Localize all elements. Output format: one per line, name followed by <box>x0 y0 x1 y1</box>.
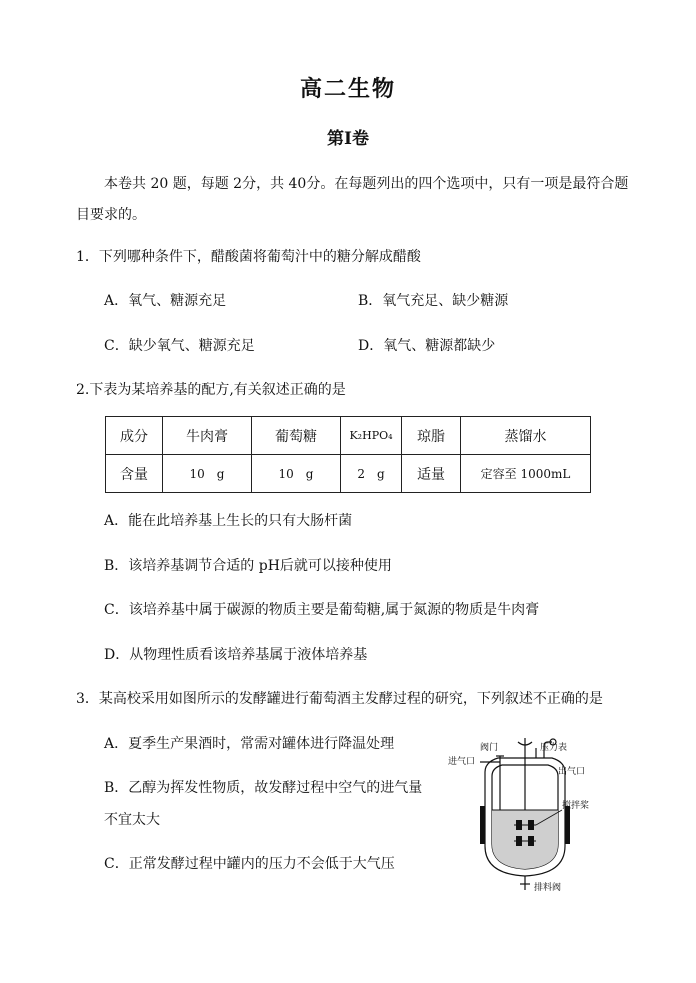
table-header-cell: 蒸馏水 <box>461 417 591 455</box>
table-cell: 10 g <box>252 455 341 493</box>
valve-label: 阀门 <box>480 743 499 753</box>
table-header-cell: 牛肉膏 <box>163 417 252 455</box>
cooling-jacket-left <box>480 806 485 844</box>
question-3-option-b: B．乙醇为挥发性物质，故发酵过程中空气的进气量 <box>104 780 423 796</box>
drain-label: 排料阀 <box>534 883 562 893</box>
section-title: 第Ⅰ卷 <box>327 129 369 149</box>
question-3-option-a: A．夏季生产果酒时，常需对罐体进行降温处理 <box>104 736 395 752</box>
question-2-option-d: D．从物理性质看该培养基属于液体培养基 <box>104 647 368 663</box>
gauge-label: 压力表 <box>540 743 568 753</box>
table-cell: 2 g <box>341 455 402 493</box>
stirrer-label: 搅拌桨 <box>562 801 590 811</box>
question-1-option-d: D．氧气、糖源都缺少 <box>358 338 496 354</box>
table-cell: 适量 <box>402 455 461 493</box>
question-1-option-b: B．氧气充足、缺少糖源 <box>358 293 509 309</box>
table-cell: 含量 <box>106 455 163 493</box>
page-title: 高二生物 <box>299 76 396 102</box>
broth-liquid <box>492 810 558 869</box>
question-3-option-b-cont: 不宜太大 <box>104 812 160 828</box>
instructions-line-1: 本卷共 20 题，每题 2分，共 40分。在每题列出的四个选项中，只有一项是最符合题 <box>104 176 629 192</box>
table-header-cell: 成分 <box>106 417 163 455</box>
cooling-jacket-right <box>565 806 570 844</box>
question-3-stem: 3．某高校采用如图所示的发酵罐进行葡萄酒主发酵过程的研究，下列叙述不正确的是 <box>76 691 603 707</box>
question-2-option-c: C．该培养基中属于碳源的物质主要是葡萄糖,属于氮源的物质是牛肉膏 <box>104 602 540 618</box>
table-header-cell: 葡萄糖 <box>252 417 341 455</box>
table-cell: 10 g <box>163 455 252 493</box>
table-row <box>106 455 591 493</box>
media-recipe-table <box>105 416 591 493</box>
question-2-option-a: A．能在此培养基上生长的只有大肠杆菌 <box>104 513 353 529</box>
question-1-option-a: A．氧气、糖源充足 <box>104 293 227 309</box>
instructions-line-2: 目要求的。 <box>76 207 146 223</box>
question-3-option-c: C．正常发酵过程中罐内的压力不会低于大气压 <box>104 856 395 872</box>
fermenter-diagram <box>440 734 610 894</box>
table-header-row <box>106 417 591 455</box>
outlet-label: 出气口 <box>558 767 586 777</box>
question-2-stem: 2.下表为某培养基的配方,有关叙述正确的是 <box>76 382 346 398</box>
question-1-stem: 1．下列哪种条件下，醋酸菌将葡萄汁中的糖分解成醋酸 <box>76 249 421 265</box>
table-header-cell: K₂HPO₄ <box>341 417 402 455</box>
question-2-option-b: B．该培养基调节合适的 pH后就可以接种使用 <box>104 558 392 574</box>
table-cell: 定容至 1000mL <box>461 455 591 493</box>
question-1-option-c: C．缺少氧气、糖源充足 <box>104 338 255 354</box>
table-header-cell: 琼脂 <box>402 417 461 455</box>
inlet-label: 进气口 <box>448 757 476 767</box>
